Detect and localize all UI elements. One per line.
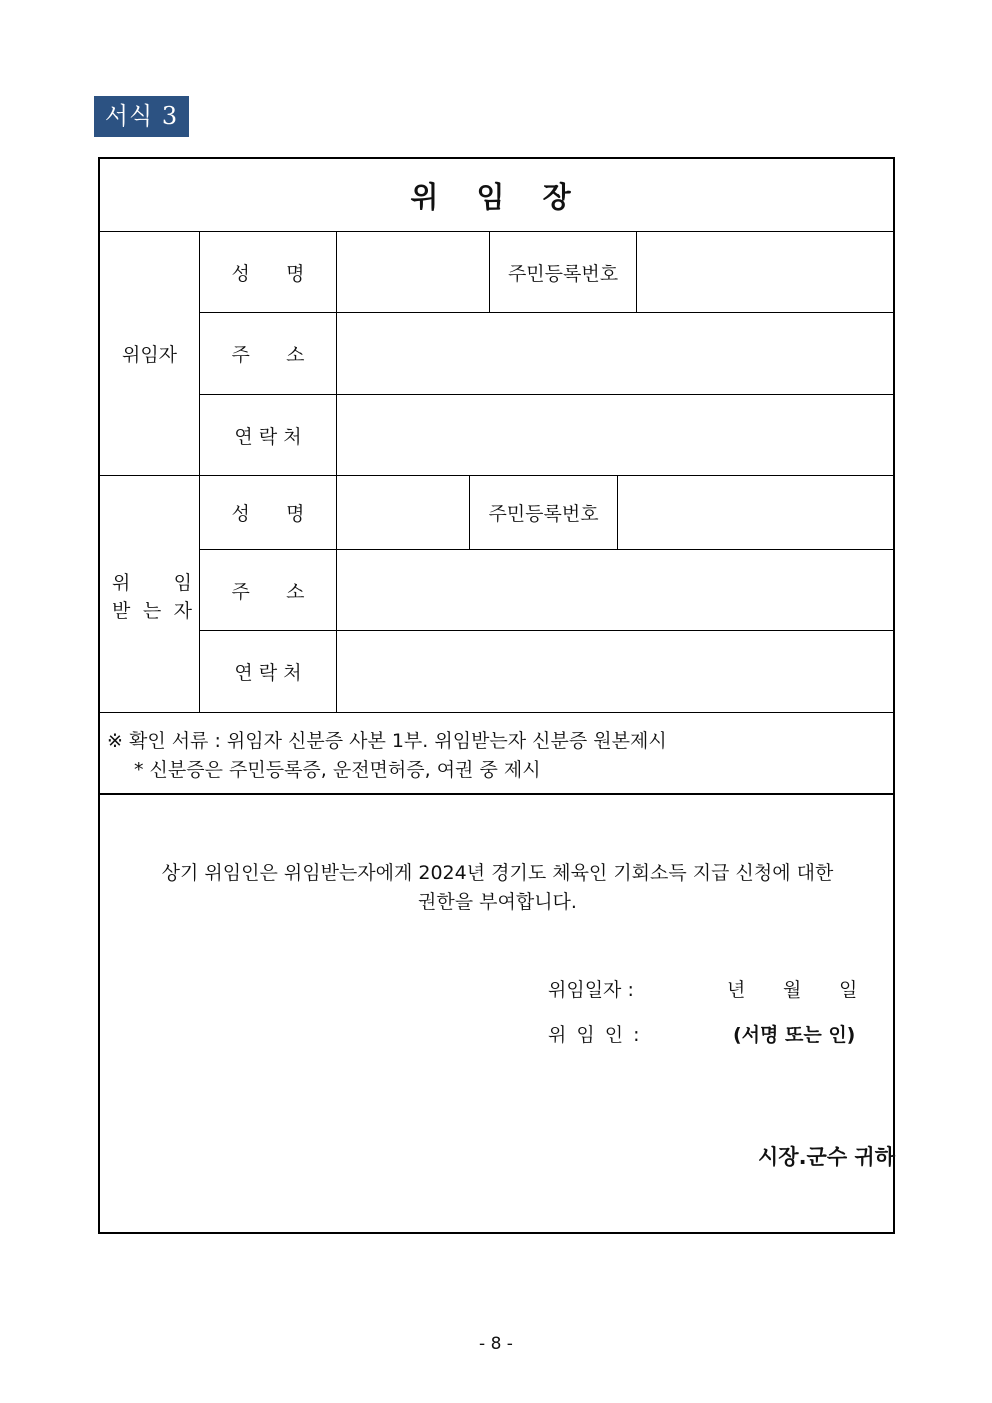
label-char: 받: [112, 600, 131, 622]
delegatee-rrn-label: 주민등록번호: [488, 503, 599, 525]
id-types-note: * 신분증은 주민등록증, 운전면허증, 여권 중 제시: [134, 759, 541, 781]
label-char: 는: [142, 600, 162, 622]
label-char: 임: [173, 572, 192, 594]
delegatee-address-label: 주 소: [231, 580, 305, 603]
signature-placeholder[interactable]: (서명 또는 인): [733, 1024, 856, 1046]
month-unit: 월: [783, 979, 802, 1001]
delegatee-rrn-field[interactable]: [618, 476, 895, 549]
delegator-contact-label: 연 락 처: [234, 425, 302, 448]
day-unit: 일: [839, 979, 858, 1001]
required-documents-note: ※ 확인 서류 : 위임자 신분증 사본 1부. 위임받는자 신분증 원본제시: [107, 730, 667, 752]
delegatee-name-label: 성 명: [231, 503, 305, 525]
label-char: 자: [173, 600, 192, 622]
form-title: 위 임 장: [410, 179, 585, 214]
delegatee-name-field[interactable]: [337, 476, 469, 549]
label-char: 위: [112, 572, 131, 594]
delegatee-group-label-line2: [112, 596, 192, 623]
delegator-address-field[interactable]: [337, 313, 895, 394]
statement-line1: 상기 위임인은 위임받는자에게 2024년 경기도 체육인 기회소득 지급 신청에 대한: [161, 862, 834, 884]
delegator-contact-field[interactable]: [337, 395, 895, 475]
table-bottom-divider: [98, 712, 895, 713]
delegator-address-label: 주 소: [231, 344, 305, 366]
delegatee-contact-label: 연 락 처: [234, 662, 302, 684]
year-unit: 년: [727, 979, 746, 1001]
delegation-date-label: 위임일자 :: [548, 979, 634, 1001]
notes-divider: [98, 793, 895, 795]
delegator-group-label: 위임자: [121, 344, 178, 366]
delegator-name-field[interactable]: [337, 232, 489, 312]
delegator-rrn-label: 주민등록번호: [507, 262, 619, 285]
page-number: - 8 -: [479, 1334, 513, 1354]
delegator-rrn-field[interactable]: [637, 232, 895, 312]
statement-line2: 권한을 부여합니다.: [418, 891, 577, 913]
delegatee-contact-field[interactable]: [337, 631, 895, 712]
delegatee-address-field[interactable]: [337, 550, 895, 630]
delegator-signer-label: 위 임 인 :: [548, 1024, 642, 1046]
delegatee-group-label-line1: [112, 568, 192, 595]
form-number-badge: 서식 3: [94, 96, 189, 137]
delegator-name-label: 성 명: [231, 262, 305, 285]
recipient: 시장.군수 귀하: [758, 1145, 896, 1169]
